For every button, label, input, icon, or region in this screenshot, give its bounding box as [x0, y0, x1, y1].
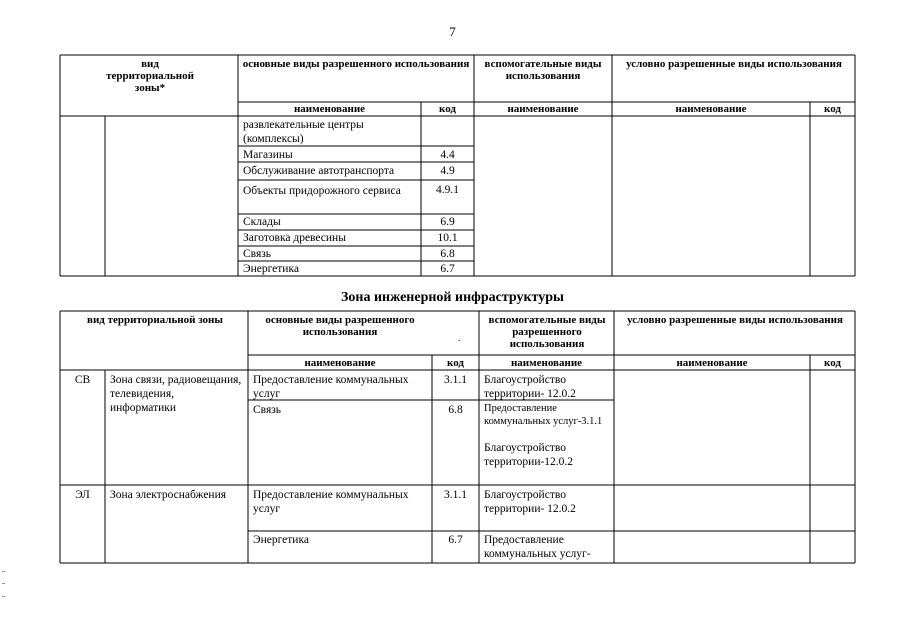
t1-sub-aux-name: наименование — [507, 103, 579, 115]
table2-lines — [60, 311, 855, 563]
t2-zone-code: СВ — [74, 374, 91, 386]
t2-sub-cond-code: код — [824, 357, 841, 369]
t2-use-name: Энергетика — [253, 534, 309, 546]
t2-use-code: 6.7 — [448, 534, 463, 546]
t1-sub-name: наименование — [293, 103, 366, 115]
t2-sub-aux-name: наименование — [510, 357, 583, 369]
t2-use-name: Связь — [253, 404, 282, 416]
t2-use-code: 3.1.1 — [444, 489, 467, 501]
t2-use-name: Предоставление коммунальных услуг — [253, 374, 409, 400]
section-title: Зона инженерной инфраструктуры — [341, 290, 564, 305]
t1-row-name: Связь — [243, 248, 272, 260]
t1-row-code: 6.7 — [440, 263, 455, 275]
t2-use-aux: Предоставление коммунальных услуг- — [484, 534, 591, 560]
t2-header-aux: вспомогательные виды разрешенного использования — [488, 314, 606, 350]
t1-row-code: 4.4 — [440, 149, 455, 161]
t1-row-name: развлекательные центры (комплексы) — [243, 119, 364, 145]
t1-sub-cond-name: наименование — [675, 103, 747, 115]
t1-header-aux: вспомогательные виды использования — [484, 58, 602, 82]
t1-header-main: основные виды разрешенного использования — [242, 58, 470, 70]
t1-row-name: Магазины — [243, 149, 293, 161]
t1-row-name: Заготовка древесины — [243, 232, 346, 244]
t2-zone-code: ЭЛ — [75, 489, 90, 501]
t2-header-main-mark: . — [458, 333, 461, 343]
t2-sub-cond-name: наименование — [676, 357, 748, 369]
t1-row-name: Объекты придорожного сервиса — [243, 185, 401, 197]
t2-sub-name: наименование — [304, 357, 376, 369]
t2-use-aux2: Благоустройство территории-12.0.2 — [484, 442, 574, 468]
t2-sub-code: код — [447, 357, 464, 369]
t1-row-code: 6.8 — [440, 248, 455, 260]
page-number: 7 — [449, 24, 456, 39]
t1-row-name: Склады — [243, 216, 281, 228]
t1-row-code: 6.9 — [440, 216, 455, 228]
t2-use-name: Предоставление коммунальных услуг — [253, 489, 409, 515]
t1-sub-cond-code: код — [824, 103, 841, 115]
t1-row-name: Энергетика — [243, 263, 299, 275]
scan-mark — [2, 571, 5, 572]
t2-header-main: основные виды разрешенного использования — [265, 314, 415, 338]
t2-zone-name: Зона электроснабжения — [110, 489, 227, 501]
t1-row-name: Обслуживание автотранспорта — [243, 165, 395, 177]
t2-use-aux: Благоустройство территории- 12.0.2 — [484, 489, 576, 515]
t2-zone-name: Зона связи, радиовещания, телевидения, информатики — [110, 374, 242, 414]
t1-row-code: 4.9 — [440, 165, 455, 177]
t2-header-cond: условно разрешенные виды использования — [627, 314, 843, 326]
t1-header-cond: условно разрешенные виды использования — [626, 58, 842, 70]
scan-mark — [2, 596, 5, 597]
t2-use-aux: Благоустройство территории- 12.0.2 — [484, 374, 576, 400]
t1-row-code: 4.9.1 — [436, 184, 459, 196]
t2-use-code: 6.8 — [448, 404, 463, 416]
scan-mark — [2, 583, 5, 584]
t1-header-zone: вид территориальной зоны* — [106, 58, 194, 94]
t1-row-code: 10.1 — [437, 232, 458, 244]
t2-use-code: 3.1.1 — [444, 374, 467, 386]
t1-sub-code: код — [439, 103, 456, 115]
t2-use-aux: Предоставление коммунальных услуг-3.1.1 — [484, 403, 603, 427]
t2-header-zone: вид территориальной зоны — [87, 314, 223, 326]
